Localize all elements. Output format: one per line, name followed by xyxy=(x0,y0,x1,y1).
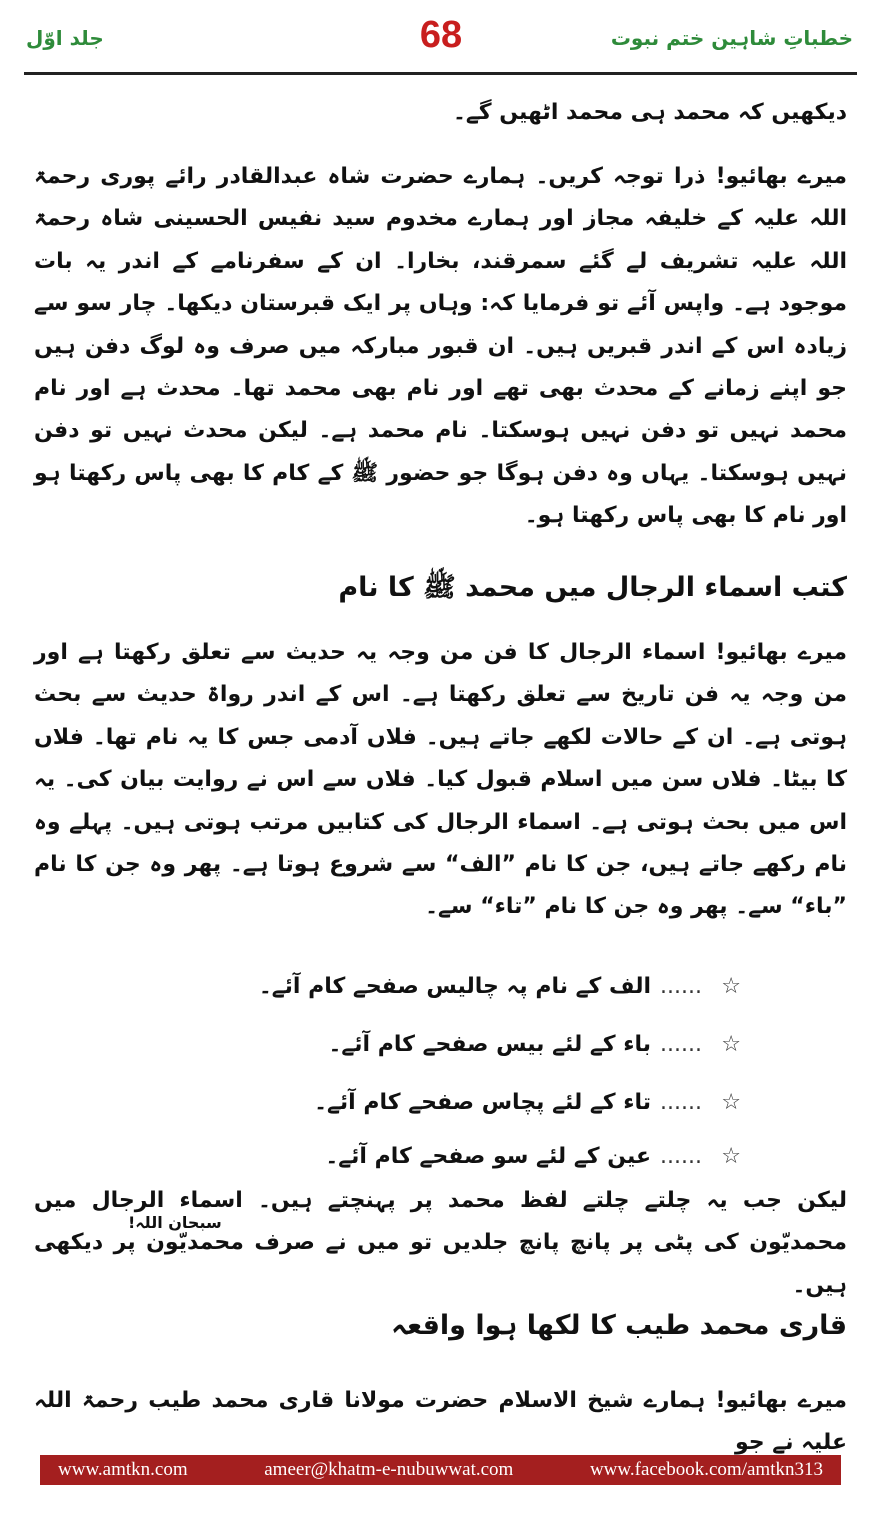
header-divider xyxy=(24,72,857,75)
list-item-text: عین کے لئے سو صفحے کام آئے۔ xyxy=(325,1144,651,1169)
paragraph-5: میرے بھائیو! ہمارے شیخ الاسلام حضرت مولانا قاری محمد طیب رحمۃ اللہ علیہ نے جو xyxy=(34,1388,847,1456)
star-icon: ☆ xyxy=(721,974,741,999)
paragraph-1: دیکھیں کہ محمد ہی محمد اٹھیں گے۔ xyxy=(453,100,847,125)
dots-separator: ...... xyxy=(660,1032,702,1057)
list-item-text: تاء کے لئے پچاس صفحے کام آئے۔ xyxy=(314,1090,651,1115)
page-number: 68 xyxy=(419,14,463,56)
star-icon: ☆ xyxy=(721,1144,741,1169)
section-heading-qari-tayyab: قاری محمد طیب کا لکھا ہوا واقعہ xyxy=(391,1310,847,1341)
footer-website-link[interactable]: www.amtkn.com xyxy=(58,1459,188,1480)
exclamation-subhanallah: سبحان اللہ! xyxy=(128,1213,222,1232)
section-heading-asma-ur-rijal: کتب اسماء الرجال میں محمد ﷺ کا نام xyxy=(338,572,847,603)
footer-facebook-link[interactable]: www.facebook.com/amtkn313 xyxy=(589,1459,823,1480)
footer-email-link[interactable]: ameer@khatm-e-nubuwwat.com xyxy=(264,1459,514,1480)
paragraph-2: میرے بھائیو! ذرا توجہ کریں۔ ہمارے حضرت شاہ عبدالقادر رائے پوری رحمۃ اللہ علیہ کے خلیفہ مجاز اور ہمارے مخدوم سید نفیس الحسینی شاہ رحمۃ اللہ علیہ تشریف لے گئے سمرقند، بخارا۔ ان کے سفرنامے کے اندر یہ بات موجود ہے۔ واپس آئے تو فرمایا کہ: وہاں پر ایک قبرستان دیکھا۔ چار سو سے زیادہ اس کے اندر قبریں ہیں۔ ان قبور مبارکہ میں صرف وہ لوگ دفن ہیں جو اپنے زمانے کے محدث بھی تھے اور نام بھی محمد تھا۔ محدث ہے اور نام محمد نہیں تو دفن نہیں ہوسکتا۔ نام محمد ہے۔ لیکن محدث نہیں تو دفن نہیں ہوسکتا۔ یہاں وہ دفن ہوگا جو حضور ﷺ کے کام کا بھی پاس رکھتا ہو اور نام کا بھی پاس رکھتا ہو۔ xyxy=(34,164,847,529)
dots-separator: ...... xyxy=(660,1144,702,1169)
dots-separator: ...... xyxy=(660,974,702,999)
star-icon: ☆ xyxy=(721,1090,741,1115)
star-icon: ☆ xyxy=(721,1032,741,1057)
volume-label: جلد اوّل xyxy=(26,26,104,50)
paragraph-3: میرے بھائیو! اسماء الرجال کا فن من وجہ یہ حدیث سے تعلق رکھتا ہے اور من وجہ یہ فن تاریخ سے تعلق رکھتا ہے۔ اس کے اندر رواۃ حدیث سے بحث ہوتی ہے۔ ان کے حالات لکھے جاتے ہیں۔ فلاں آدمی جس کا یہ نام تھا۔ فلاں کا بیٹا۔ فلاں سن میں اسلام قبول کیا۔ فلاں سے اس نے روایت بیان کی۔ یہ اس میں بحث ہوتی ہے۔ اسماء الرجال کی کتابیں مرتب ہوتی ہیں۔ پہلے وہ نام رکھے جاتے ہیں، جن کا نام ”الف“ سے شروع ہوتا ہے۔ پھر وہ جن کا نام ”باء“ سے۔ پھر وہ جن کا نام ”تاء“ سے۔ xyxy=(34,640,847,920)
dots-separator: ...... xyxy=(660,1090,702,1115)
paragraph-4: لیکن جب یہ چلتے چلتے لفظ محمد پر پہنچتے ہیں۔ اسماء الرجال میں محمدیّون کی پٹی پر پانچ پانچ جلدیں تو میں نے صرف محمدیّون پر دیکھی ہیں۔ xyxy=(34,1188,847,1298)
list-item xyxy=(141,1142,741,1172)
footer-bar xyxy=(40,1455,841,1485)
list-item-text: باء کے لئے بیس صفحے کام آئے۔ xyxy=(328,1032,651,1057)
list-item xyxy=(141,1030,741,1060)
book-title: خطباتِ شاہین ختم نبوت xyxy=(610,26,853,50)
list-item-text: الف کے نام پہ چالیس صفحے کام آئے۔ xyxy=(258,974,651,999)
list-item xyxy=(141,972,741,1002)
list-item xyxy=(141,1088,741,1118)
